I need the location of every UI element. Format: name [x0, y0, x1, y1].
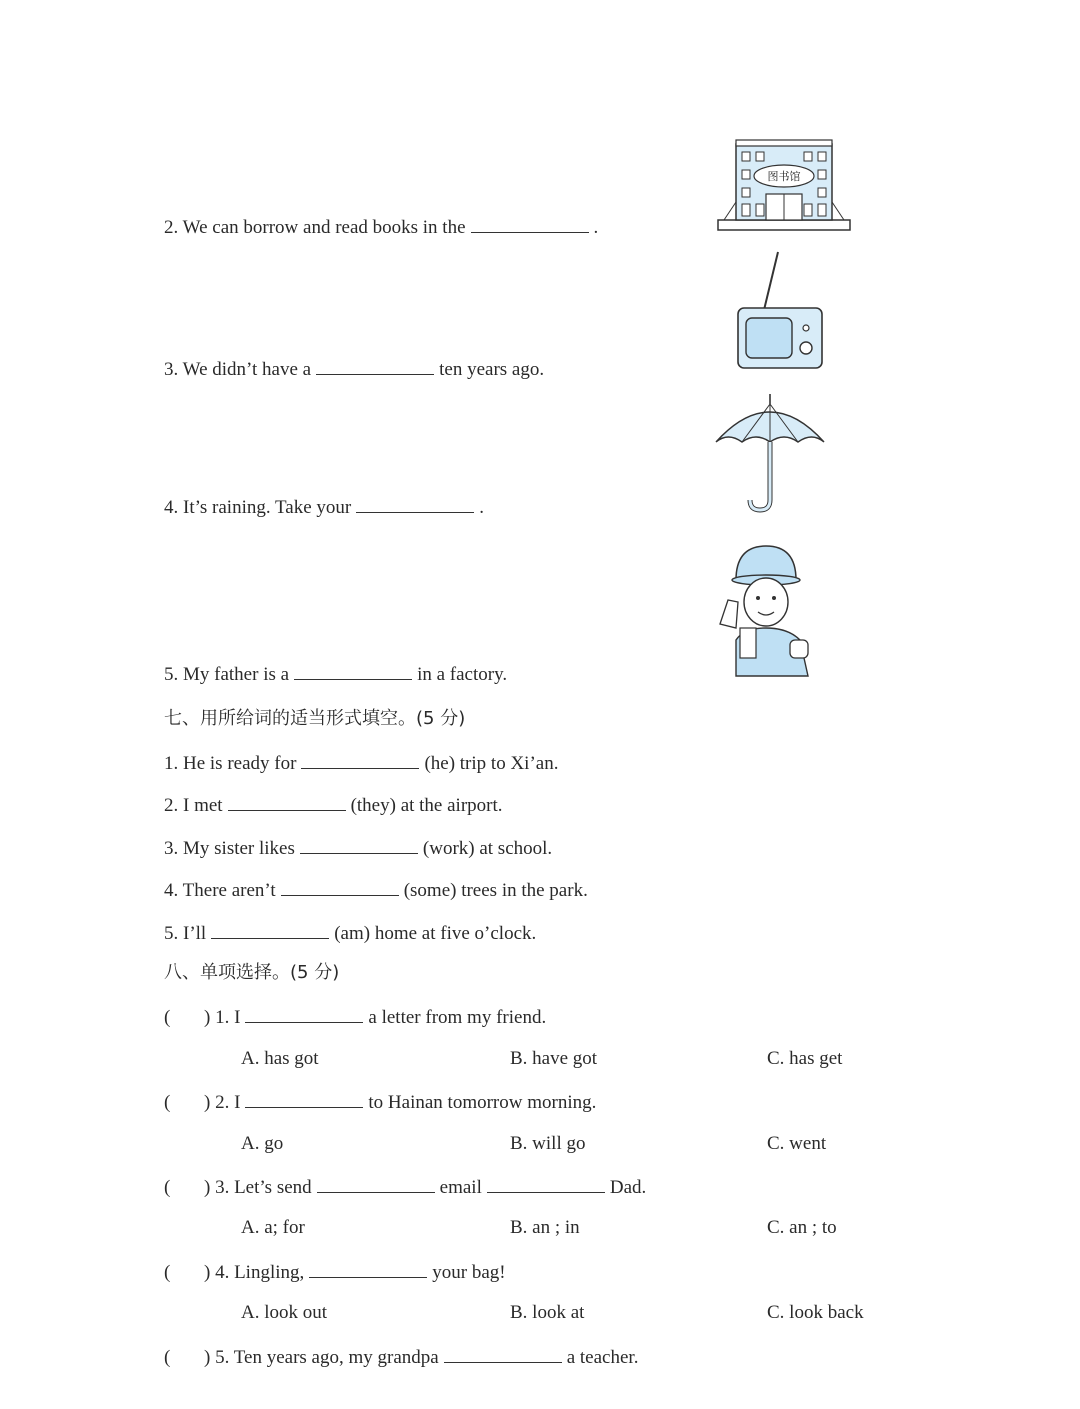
answer-blank[interactable]: [487, 1174, 605, 1193]
answer-blank[interactable]: [300, 835, 418, 854]
answer-blank[interactable]: [211, 920, 329, 939]
option-c: C. went: [767, 1133, 827, 1154]
worker-icon: [714, 540, 820, 680]
question-7-2: 2. I met (they) at the airport.: [164, 792, 503, 818]
umbrella-icon: [712, 392, 832, 516]
question-8-3: ( ) 3. Let’s send email Dad.: [164, 1174, 646, 1200]
answer-blank[interactable]: [317, 1174, 435, 1193]
answer-blank[interactable]: [301, 750, 419, 769]
answer-paren[interactable]: (: [164, 1262, 171, 1283]
answer-blank[interactable]: [294, 661, 412, 680]
answer-blank[interactable]: [245, 1004, 363, 1023]
question-8-5: ( ) 5. Ten years ago, my grandpa a teacher.: [164, 1344, 638, 1370]
question-7-5: 5. I’ll (am) home at five o’clock.: [164, 920, 536, 946]
answer-blank[interactable]: [356, 494, 474, 513]
answer-blank[interactable]: [228, 792, 346, 811]
question-8-1: ( ) 1. I a letter from my friend.: [164, 1004, 546, 1030]
answer-paren[interactable]: (: [164, 1007, 171, 1028]
question-6-5: 5. My father is a in a factory.: [164, 661, 507, 687]
question-6-3: 3. We didn’t have a ten years ago.: [164, 356, 544, 382]
question-6-2: 2. We can borrow and read books in the .: [164, 214, 598, 240]
question-6-4: 4. It’s raining. Take your .: [164, 494, 484, 520]
answer-blank[interactable]: [471, 214, 589, 233]
library-building-icon: [716, 138, 852, 234]
option-a: A. go: [241, 1133, 284, 1154]
radio-icon: [732, 248, 828, 372]
option-a: A. a; for: [241, 1217, 305, 1238]
option-b: B. have got: [510, 1048, 598, 1069]
answer-blank[interactable]: [245, 1089, 363, 1108]
option-a: A. has got: [241, 1048, 319, 1069]
option-c: C. has get: [767, 1048, 843, 1069]
option-b: B. an ; in: [510, 1217, 580, 1238]
option-b: B. will go: [510, 1133, 586, 1154]
question-8-2: ( ) 2. I to Hainan tomorrow morning.: [164, 1089, 596, 1115]
answer-blank[interactable]: [309, 1259, 427, 1278]
section-7-title: 七、用所给词的适当形式填空。(5 分): [164, 708, 466, 729]
library-sign-text: 图书馆: [767, 170, 801, 183]
option-c: C. an ; to: [767, 1217, 837, 1238]
section-8-title: 八、单项选择。(5 分): [164, 962, 340, 983]
answer-blank[interactable]: [444, 1344, 562, 1363]
answer-paren[interactable]: (: [164, 1347, 171, 1368]
question-7-4: 4. There aren’t (some) trees in the park.: [164, 877, 588, 903]
answer-blank[interactable]: [281, 877, 399, 896]
question-8-4: ( ) 4. Lingling, your bag!: [164, 1259, 506, 1285]
question-7-3: 3. My sister likes (work) at school.: [164, 835, 552, 861]
option-c: C. look back: [767, 1302, 864, 1323]
option-b: B. look at: [510, 1302, 585, 1323]
answer-paren[interactable]: (: [164, 1177, 171, 1198]
option-a: A. look out: [241, 1302, 328, 1323]
question-7-1: 1. He is ready for (he) trip to Xi’an.: [164, 750, 558, 776]
answer-blank[interactable]: [316, 356, 434, 375]
answer-paren[interactable]: (: [164, 1092, 171, 1113]
